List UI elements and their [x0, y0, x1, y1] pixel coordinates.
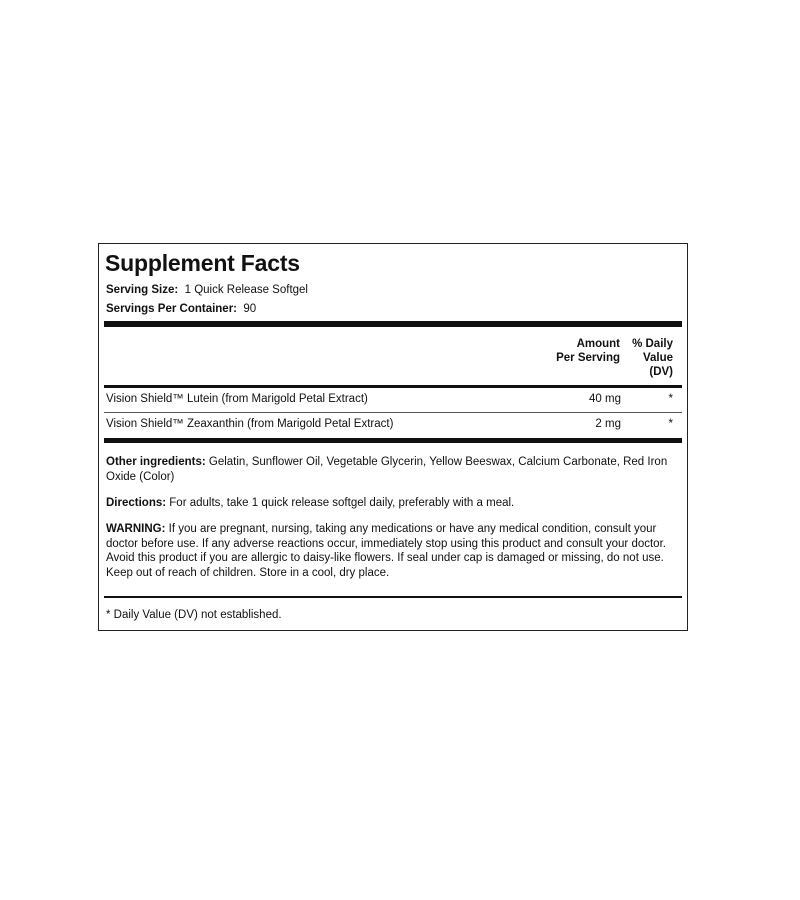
dv-header-line3: (DV) — [649, 366, 673, 378]
other-ingredients-label: Other ingredients: — [106, 456, 206, 468]
amount-header-line2: Per Serving — [556, 352, 620, 364]
other-ingredients-text: Gelatin, Sunflower Oil, Vegetable Glycerin, Yellow Beeswax, Calcium Carbonate, Red Iron Oxide (Color) — [106, 456, 668, 483]
divider-row — [104, 412, 682, 413]
supplement-facts-panel — [98, 243, 688, 631]
directions-label: Directions: — [106, 497, 167, 509]
panel-title: Supplement Facts — [105, 250, 300, 276]
dv-header-line1: % Daily — [632, 338, 673, 350]
dv-header-line2: Value — [642, 352, 673, 364]
other-ingredients — [106, 455, 673, 484]
table-row — [106, 393, 673, 409]
divider-thick — [104, 321, 682, 327]
warning-text: If you are pregnant, nursing, taking any medications or have any medical condition, consult your doctor before use. If any adverse reactions occur, immediately stop using this product and consult your doctor. Avoid this product if you are allergic to daisy-like flowers. If seal under cap is damaged or missing, do not use. Keep out of reach of children. Store in a cool, dry place. — [106, 523, 666, 579]
serving-size — [106, 284, 308, 296]
servings-per-container-value: 90 — [243, 303, 257, 315]
divider-footnote — [104, 596, 682, 598]
serving-size-label: Serving Size: — [106, 284, 179, 296]
divider-header — [104, 385, 682, 388]
divider-table-bottom — [104, 438, 682, 443]
ingredient-dv: * — [668, 418, 673, 430]
warning — [106, 522, 673, 580]
ingredient-dv: * — [668, 393, 673, 405]
directions — [106, 496, 673, 511]
ingredient-name: Vision Shield™ Zeaxanthin (from Marigold Petal Extract) — [106, 418, 394, 430]
daily-value-footnote: * Daily Value (DV) not established. — [106, 609, 282, 621]
amount-header-line1: Amount — [576, 338, 620, 350]
serving-size-value: 1 Quick Release Softgel — [184, 284, 308, 296]
directions-text: For adults, take 1 quick release softgel daily, preferably with a meal. — [169, 497, 515, 509]
warning-label: WARNING: — [106, 523, 166, 535]
ingredient-amount: 40 mg — [589, 393, 621, 405]
servings-per-container — [106, 303, 256, 315]
ingredient-amount: 2 mg — [595, 418, 621, 430]
servings-per-container-label: Servings Per Container: — [106, 303, 238, 315]
amount-per-serving-header — [556, 337, 620, 365]
ingredient-name: Vision Shield™ Lutein (from Marigold Petal Extract) — [106, 393, 368, 405]
daily-value-header — [632, 337, 673, 379]
table-row — [106, 418, 673, 434]
